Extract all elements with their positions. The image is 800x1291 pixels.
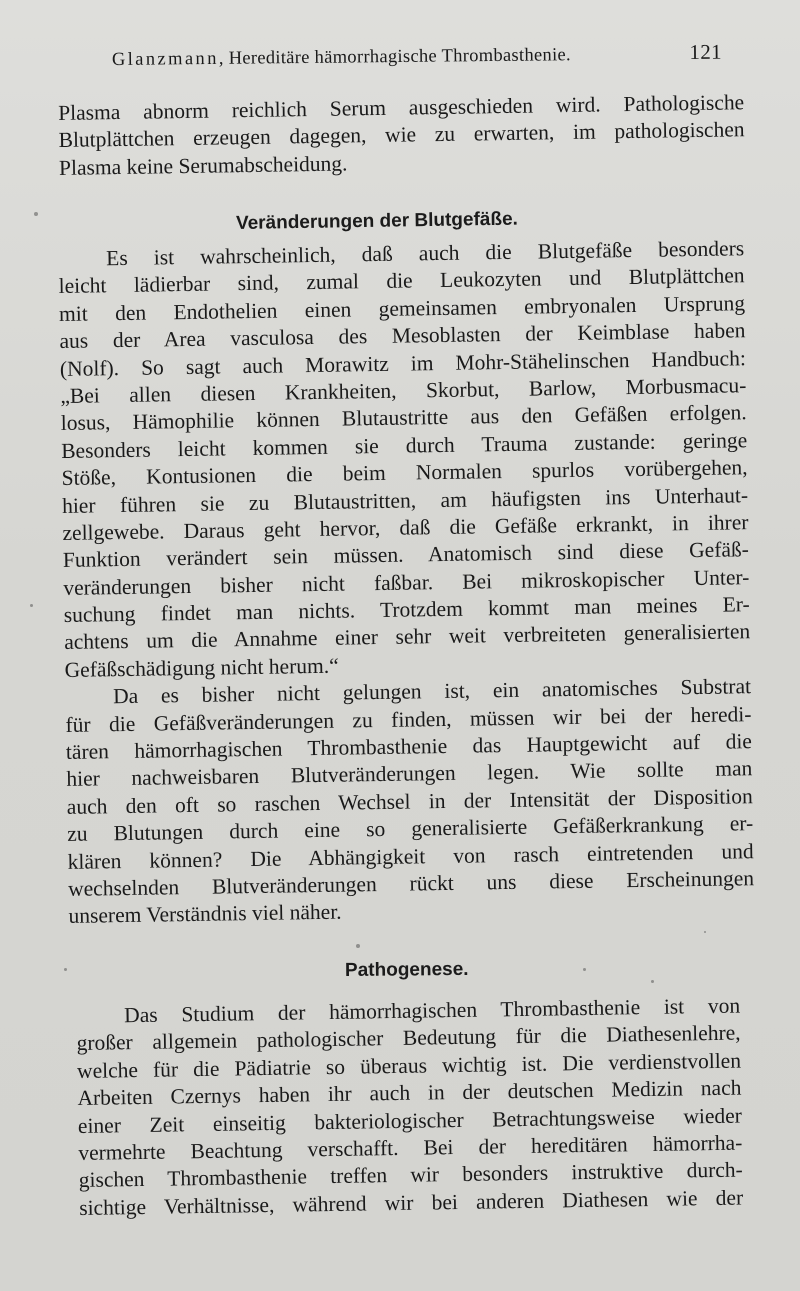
- page-number: 121: [689, 39, 723, 64]
- paper-speck: [583, 968, 586, 971]
- text-line: unserem Verständnis viel näher.: [68, 900, 342, 929]
- text-line: sichtige Verhältnisse, während wir bei anderen Diathesen wie der: [79, 1185, 744, 1220]
- text-line: suchung findet man nichts. Trotzdem kommt man meines Er-: [63, 592, 750, 628]
- text-line: mit den Endothelien einen gemeinsamen embryonalen Ursprung: [58, 290, 746, 326]
- text-line: Besonders leicht kommen sie durch Trauma zustande: geringe: [61, 427, 748, 463]
- text-line: (Nolf). So sagt auch Morawitz im Mohr-Stähelinschen Handbuch:: [59, 345, 747, 381]
- text-line: Plasma keine Serumabscheidung.: [58, 151, 348, 180]
- text-line: großer allgemein pathologischer Bedeutung für die Diathesenlehre,: [76, 1020, 741, 1056]
- paper-speck: [64, 968, 67, 971]
- text-line: Plasma abnorm reichlich Serum ausgeschieden wird. Pathologische: [58, 90, 745, 125]
- section-heading-blutgefaesse: Veränderungen der Blutgefäße.: [235, 208, 519, 234]
- text-line: Blutplättchen erzeugen dagegen, wie zu erwarten, im pathologischen: [58, 117, 745, 153]
- text-line: Arbeiten Czernys haben ihr auch in der deutschen Medizin nach: [77, 1075, 742, 1111]
- text-line: wechselnden Blutveränderungen rückt uns diese Erscheinungen: [67, 866, 755, 901]
- text-line: Es ist wahrscheinlich, daß auch die Blutgefäße besonders: [106, 236, 745, 271]
- text-line: zellgewebe. Daraus geht hervor, daß die Gefäße erkrankt, in ihrer: [62, 510, 749, 545]
- text-line: „Bei allen diesen Krankheiten, Skorbut, Barlow, Morbusmacu-: [60, 373, 747, 408]
- text-line: veränderungen bisher nicht faßbar. Bei mikroskopischer Unter-: [63, 564, 750, 600]
- text-line: leicht lädierbar sind, zumal die Leukozyten und Blutplättchen: [58, 263, 745, 299]
- text-line: auch den oft so raschen Wechsel in der Intensität der Disposition: [66, 783, 753, 819]
- paper-speck: [356, 944, 360, 948]
- text-line: für die Gefäßveränderungen zu finden, müssen wir bei der heredi-: [65, 701, 752, 737]
- text-line: klären können? Die Abhängigkeit von rasch eintretenden und: [67, 838, 754, 874]
- paper-speck: [34, 212, 38, 216]
- paper-speck: [651, 980, 654, 983]
- text-line: Da es bisher nicht gelungen ist, ein anatomisches Substrat: [112, 674, 752, 709]
- text-line: losus, Hämophilie können Blutaustritte aus den Gefäßen erfolgen.: [60, 400, 747, 436]
- text-line: welche für die Pädiatrie so überaus wichtig ist. Die verdienstvollen: [76, 1048, 742, 1083]
- running-header: [111, 39, 723, 82]
- text-line: gischen Thrombasthenie treffen wir besonders instruktive durch-: [78, 1157, 743, 1193]
- text-line: zu Blutungen durch eine so generalisierte Gefäßerkrankung er-: [67, 811, 754, 847]
- text-line: achtens um die Annahme einer sehr weit verbreiteten generalisierten: [64, 619, 751, 655]
- paper-speck: [704, 931, 706, 933]
- text-line: aus der Area vasculosa des Mesoblasten der Keimblase haben: [59, 318, 746, 354]
- text-line: einer Zeit einseitig bakteriologischer Betrachtungsweise wieder: [77, 1103, 743, 1138]
- section-heading-pathogenese: Pathogenese.: [344, 958, 469, 981]
- running-header-author: Glanzmann: [111, 48, 219, 70]
- text-line: Funktion verändert sein müssen. Anatomisch sind diese Gefäß-: [62, 537, 750, 573]
- running-header-title: , Hereditäre hämorrhagische Thrombasthenie.: [218, 45, 572, 69]
- text-line: tären hämorrhagischen Thrombasthenie das Hauptgewicht auf die: [65, 729, 753, 764]
- text-line: Gefäßschädigung nicht herum.“: [64, 653, 339, 682]
- paper-speck: [30, 604, 33, 607]
- text-line: Stöße, Kontusionen die beim Normalen spurlos vorübergehen,: [61, 455, 748, 491]
- paragraph-block-blutgefaesse: [58, 235, 755, 930]
- paragraph-block-pathogenese: [76, 993, 743, 1223]
- text-line: vermehrte Beachtung verschafft. Bei der hereditären hämorrha-: [78, 1130, 743, 1165]
- text-line: hier führen sie zu Blutaustritten, am häufigsten ins Unterhaut-: [61, 482, 749, 518]
- text-line: hier nachweisbaren Blutveränderungen legen. Wie sollte man: [66, 756, 753, 792]
- text-line: Das Studium der hämorrhagischen Thrombasthenie ist von: [124, 993, 741, 1028]
- paragraph-block-top: [58, 89, 745, 182]
